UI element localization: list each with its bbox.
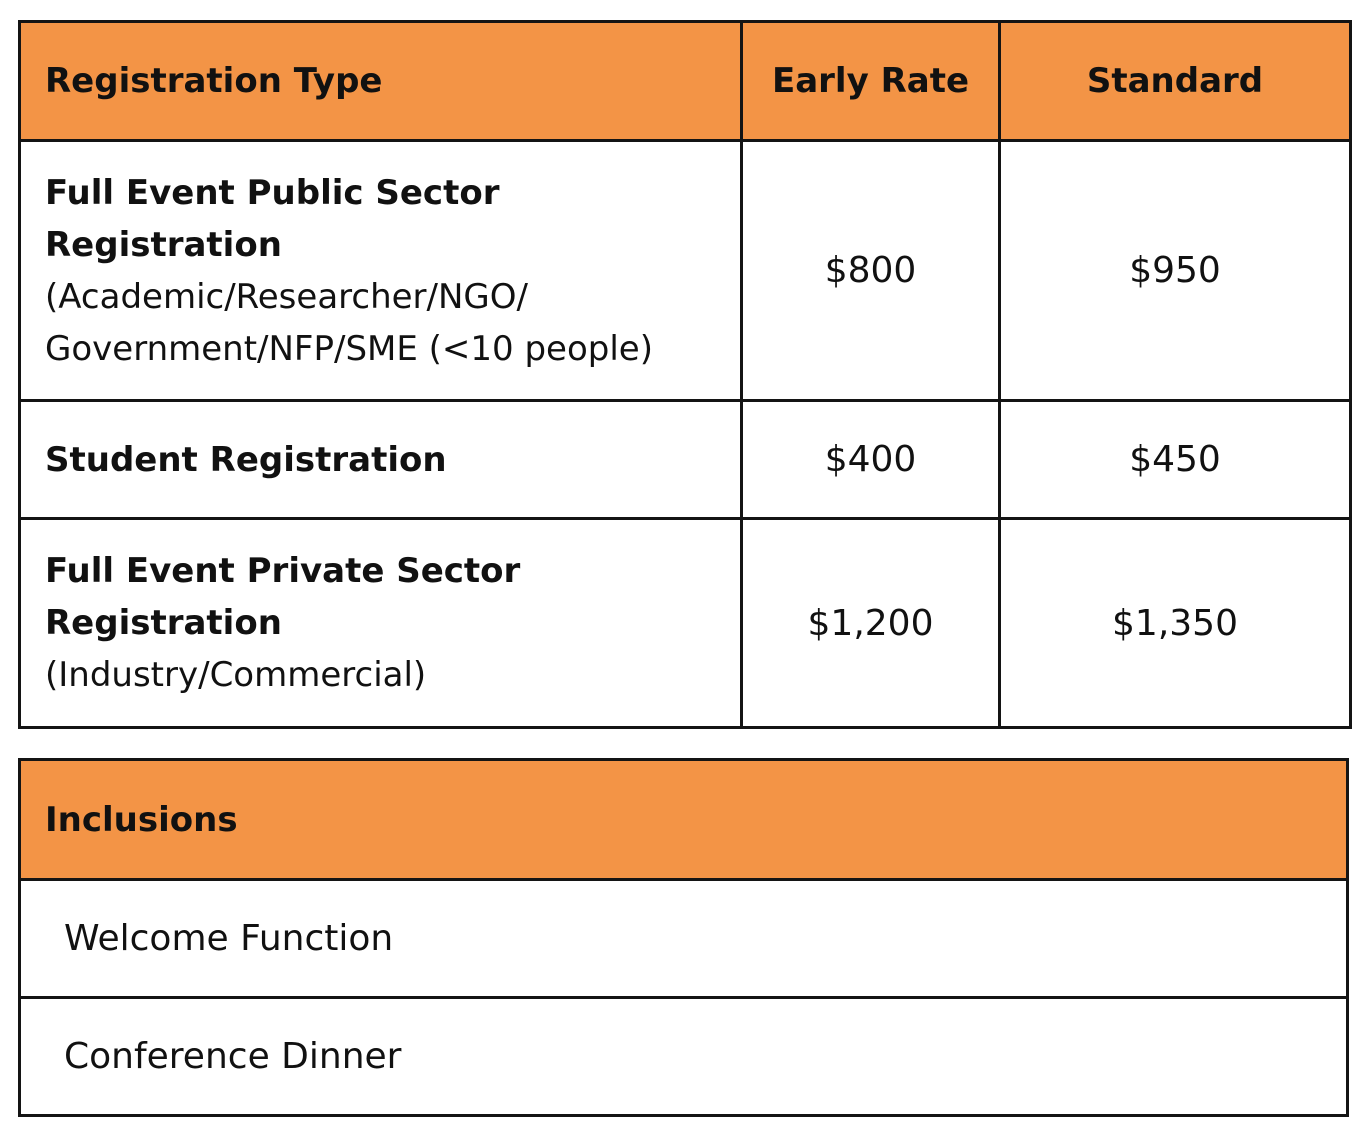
registration-type-name: Student Registration: [45, 439, 447, 480]
registration-type-name: Full Event Private Sector Registration: [45, 551, 521, 643]
header-early-rate: Early Rate: [742, 22, 1000, 141]
registration-type-description: (Academic/Researcher/NGO/ Government/NFP/SME (<10 people): [45, 276, 653, 369]
inclusions-header-row: [20, 760, 1348, 880]
inclusion-item: Welcome Function: [20, 880, 1348, 998]
registration-type-cell: [20, 401, 742, 519]
registration-type-cell: [20, 519, 742, 728]
early-rate-price: $400: [742, 401, 1000, 519]
registration-pricing-table: [18, 20, 1352, 729]
table-row: [20, 401, 1351, 519]
table-row: [20, 519, 1351, 728]
early-rate-price: $1,200: [742, 519, 1000, 728]
table-row: [20, 141, 1351, 401]
registration-type-cell: [20, 141, 742, 401]
standard-price: $950: [1000, 141, 1351, 401]
list-item: [20, 998, 1348, 1116]
registration-type-description: (Industry/Commercial): [45, 655, 427, 695]
standard-price: $450: [1000, 401, 1351, 519]
registration-type-name: Full Event Public Sector Registration: [45, 172, 500, 265]
early-rate-price: $800: [742, 141, 1000, 401]
header-registration-type: Registration Type: [20, 22, 742, 141]
header-standard: Standard: [1000, 22, 1351, 141]
list-item: [20, 880, 1348, 998]
header-inclusions: Inclusions: [20, 760, 1348, 880]
standard-price: $1,350: [1000, 519, 1351, 728]
inclusions-table: [18, 758, 1349, 1117]
inclusion-item: Conference Dinner: [20, 998, 1348, 1116]
pricing-header-row: [20, 22, 1351, 141]
